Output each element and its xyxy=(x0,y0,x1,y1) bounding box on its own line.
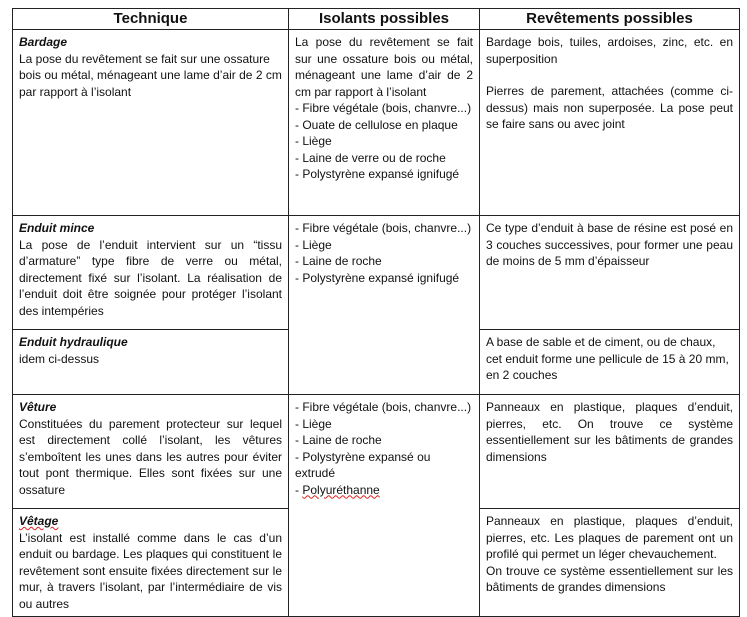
isolant-prefix: - xyxy=(295,482,303,497)
isolant-item: - Liège xyxy=(295,237,332,252)
technique-name: Vêtage xyxy=(19,514,59,528)
isolant-item-spellcheck: Polyuréthanne xyxy=(302,482,380,497)
cell-technique-vetage xyxy=(13,509,289,617)
revetement-text: Ce type d’enduit à base de résine est posé en 3 couches successives, pour former une peau de moins de 5 mm d’épaisseur xyxy=(486,221,733,268)
isolant-item: - Laine de verre ou de roche xyxy=(295,150,446,165)
revetement-text: Bardage bois, tuiles, ardoises, zinc, etc. en superposition xyxy=(486,35,733,66)
isolant-item xyxy=(295,482,473,499)
header-revetements: Revêtements possibles xyxy=(480,9,740,30)
revetement-text: A base de sable et de ciment, ou de chaux, cet enduit forme une pellicule de 15 à 20 mm, en 2 couches xyxy=(486,335,729,382)
isolant-item: - Laine de roche xyxy=(295,254,382,268)
cell-isolants-enduits xyxy=(289,216,480,395)
isolant-item: - Liège xyxy=(295,416,332,431)
isolant-item: - Liège xyxy=(295,134,332,148)
isolant-item: - Polystyrène expansé ignifugé xyxy=(295,167,460,181)
revetement-text: Panneaux en plastique, plaques d’enduit, pierres, etc. On trouve ce système essentiellement sur les bâtiments de grandes dimensions xyxy=(486,400,733,464)
techniques-table xyxy=(12,8,740,617)
isolants-intro: La pose du revêtement se fait sur une ossature bois ou métal, ménageant une lame d’air de 2 cm par rapport à l’isolant xyxy=(295,35,473,99)
isolant-item: - Polystyrène expansé ignifugé xyxy=(295,270,460,285)
cell-technique-enduit-mince xyxy=(13,216,289,330)
cell-isolants-bardage xyxy=(289,30,480,216)
cell-technique-veture xyxy=(13,395,289,509)
isolant-item: - Ouate de cellulose en plaque xyxy=(295,117,458,132)
cell-technique-bardage xyxy=(13,30,289,216)
isolant-item: - Polystyrène expansé ou extrudé xyxy=(295,449,431,480)
technique-description: idem ci-dessus xyxy=(19,351,100,366)
revetement-text: On trouve ce système essentiellement sur les bâtiments de grandes dimensions xyxy=(486,563,733,594)
header-isolants: Isolants possibles xyxy=(289,9,480,30)
cell-technique-enduit-hydraulique xyxy=(13,330,289,395)
row-bardage xyxy=(13,30,740,216)
revetement-text: Panneaux en plastique, plaques d’enduit, pierres, etc. Les plaques de parement ont un profilé qui permet un léger chevauchement. xyxy=(486,514,733,561)
cell-revetements-bardage xyxy=(480,30,740,216)
technique-description: La pose de l’enduit intervient sur un “tissu d’armature” type fibre de verre ou métal, directement fixé sur l’isolant. La réalisation de l’enduit doit être soignée pour protéger l’isolant des intempéries xyxy=(19,237,282,318)
cell-revetements-enduit-hydraulique xyxy=(480,330,740,395)
revetement-text: Pierres de parement, attachées (comme ci-dessus) mais non superposée. La pose peut se faire sans ou avec joint xyxy=(486,84,733,131)
technique-name: Enduit mince xyxy=(19,221,95,235)
cell-revetements-enduit-mince xyxy=(480,216,740,330)
header-row xyxy=(13,9,740,30)
technique-name: Vêture xyxy=(19,400,57,414)
row-veture xyxy=(13,395,740,509)
technique-description: L’isolant est installé comme dans le cas d’un enduit ou bardage. Les plaques qui constituent le revêtement sont ensuite fixées directement sur le mur, à travers l’isolant, par l’intermédiaire de vis ou autres xyxy=(19,530,282,611)
cell-isolants-veture-vetage xyxy=(289,395,480,617)
technique-description: Constituées du parement protecteur sur lequel est directement collé l’isolant, les vêtures s’emboîtent les unes dans les autres pour éviter tout pont thermique. Elles sont fixées sur une ossature xyxy=(19,416,282,497)
cell-revetements-veture xyxy=(480,395,740,509)
isolant-item: - Fibre végétale (bois, chanvre...) xyxy=(295,400,472,414)
isolant-item: - Fibre végétale (bois, chanvre...) xyxy=(295,221,472,235)
technique-name: Bardage xyxy=(19,35,68,49)
technique-name: Enduit hydraulique xyxy=(19,335,128,349)
header-technique: Technique xyxy=(13,9,289,30)
technique-description: La pose du revêtement se fait sur une ossature bois ou métal, ménageant une lame d’air de 2 cm par rapport à l’isolant xyxy=(19,51,282,99)
cell-revetements-vetage xyxy=(480,509,740,617)
row-enduit-mince xyxy=(13,216,740,330)
isolant-item: - Fibre végétale (bois, chanvre...) xyxy=(295,101,472,115)
isolant-item: - Laine de roche xyxy=(295,433,382,447)
